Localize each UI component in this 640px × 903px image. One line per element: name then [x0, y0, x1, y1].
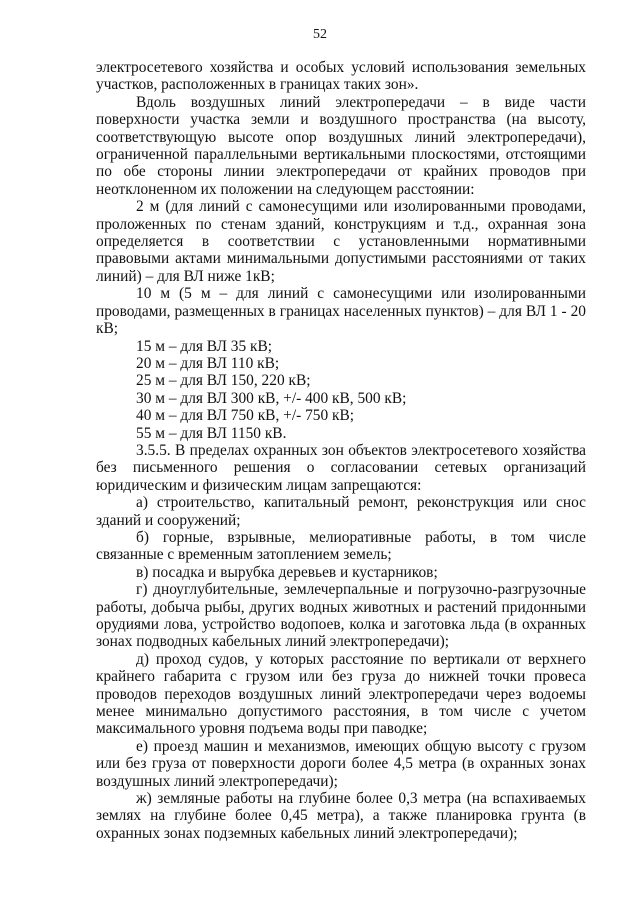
clause-paragraph: 3.5.5. В пределах охранных зон объектов электросетевого хозяйства без письменного решения о согласовании сетевых организаций юридическим и физическим лицам запрещаются:: [96, 441, 586, 494]
distance-item: 30 м – для ВЛ 300 кВ, +/- 400 кВ, 500 кВ;: [136, 389, 407, 407]
distance-item: 55 м – для ВЛ 1150 кВ.: [136, 424, 287, 442]
distance-item: 25 м – для ВЛ 150, 220 кВ;: [136, 372, 311, 390]
paragraph: электросетевого хозяйства и особых условий использования земельных участков, расположенных в границах таких зон».: [96, 59, 586, 94]
prohibition-list: [96, 494, 586, 842]
prohibition-item: ж) земляные работы на глубине более 0,3 метра (на вспахиваемых землях на глубине более 0,45 метра), а также планировка грунта (в охранных зонах подземных кабельных линий электропередачи);: [96, 790, 586, 842]
prohibition-item: б) горные, взрывные, мелиоративные работы, в том числе связанные с временным затоплением земель;: [96, 528, 586, 564]
distance-list: [96, 338, 586, 442]
prohibition-item: д) проход судов, у которых расстояние по вертикали от верхнего крайнего габарита с грузом или без груза до нижней точки провеса проводов переходов воздушных линий электропередачи через водоемы менее минимально допустимого расстояния, в том числе с учетом максимального уровня подъема воды при паводке;: [96, 650, 586, 738]
document-body: [96, 59, 586, 842]
paragraph: Вдоль воздушных линий электропередачи – в виде части поверхности участка земли и воздушного пространства (на высоту, соответствующую высоте опор воздушных линий электропередачи), ограниченной параллельными вертикальными плоскостями, отстоящими по обе стороны линии электропередачи от крайних проводов при неотклоненном их положении на следующем расстоянии:: [96, 93, 586, 198]
prohibition-item: г) дноуглубительные, землечерпальные и погрузочно-разгрузочные работы, добыча рыбы, других водных животных и растений придонными орудиями лова, устройство водопоев, колка и заготовка льда (в охранных зонах подводных кабельных линий электропередачи);: [96, 581, 586, 651]
prohibition-item: а) строительство, капитальный ремонт, реконструкция или снос зданий и сооружений;: [96, 494, 586, 529]
distance-item: 40 м – для ВЛ 750 кВ, +/- 750 кВ;: [136, 407, 355, 425]
distance-item: 15 м – для ВЛ 35 кВ;: [136, 337, 273, 355]
page-number: 52: [313, 27, 327, 42]
paragraph: 2 м (для линий с самонесущими или изолированными проводами, проложенных по стенам зданий, конструкциям и т.д., охранная зона определяется в соответствии с установленными нормативными правовыми актами минимальными допустимыми расстояниями от таких линий) – для ВЛ ниже 1кВ;: [96, 198, 586, 285]
distance-item: 20 м – для ВЛ 110 кВ;: [136, 354, 280, 372]
prohibition-item: в) посадка и вырубка деревьев и кустарников;: [136, 563, 438, 581]
paragraph: 10 м (5 м – для линий с самонесущими или изолированными проводами, размещенных в границах населенных пунктов) – для ВЛ 1 - 20 кВ;: [96, 285, 586, 338]
prohibition-item: е) проезд машин и механизмов, имеющих общую высоту с грузом или без груза от поверхности дороги более 4,5 метра (в охранных зонах воздушных линий электропередачи);: [96, 737, 586, 790]
